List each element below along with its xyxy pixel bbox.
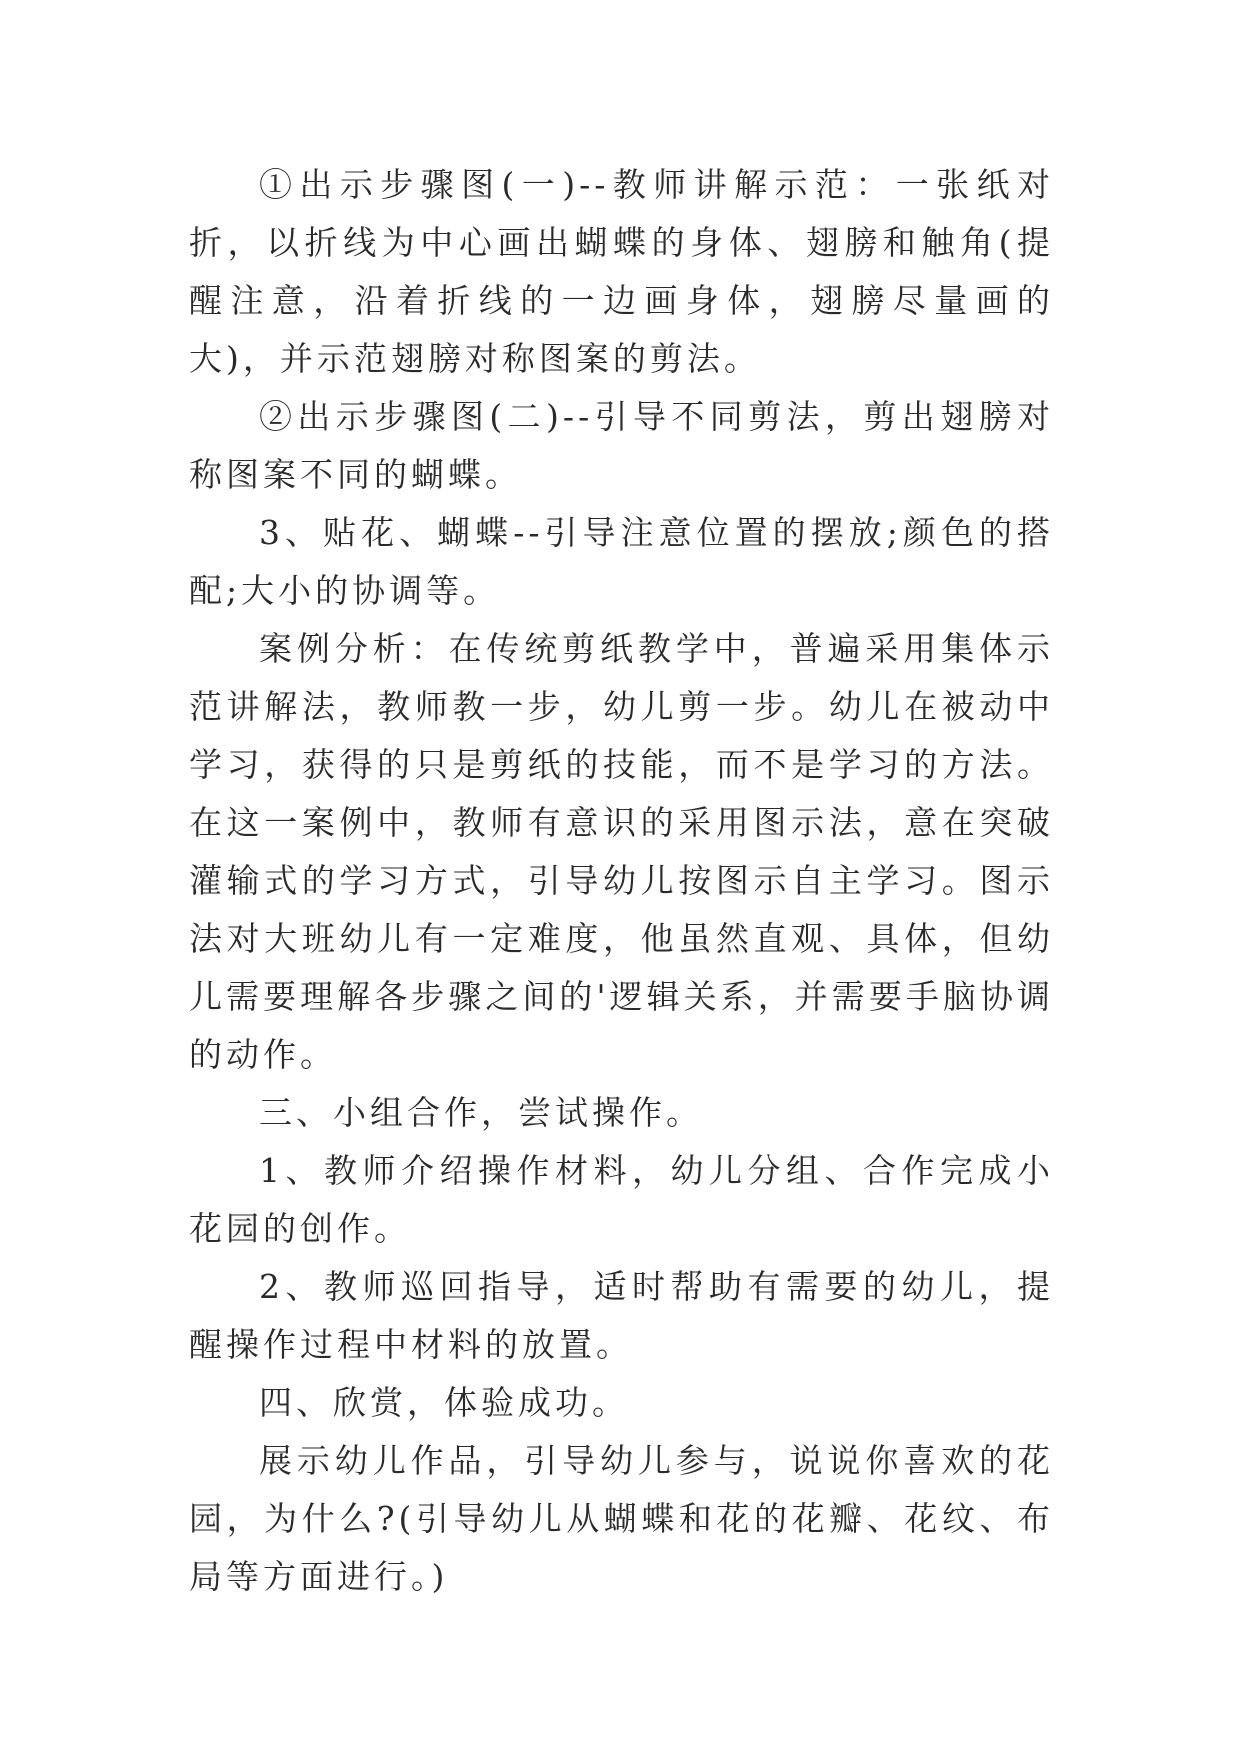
paragraph-paste-flowers: 3、贴花、蝴蝶--引导注意位置的摆放;颜色的搭配;大小的协调等。 [189,513,1054,610]
paragraph-teacher-guidance: 2、教师巡回指导，适时帮助有需要的幼儿，提醒操作过程中材料的放置。 [189,1267,1054,1364]
paragraph-section-four-heading: 四、欣赏，体验成功。 [259,1383,629,1422]
paragraph-section-three-heading: 三、小组合作，尝试操作。 [259,1093,703,1132]
paragraph-introduce-materials: 1、教师介绍操作材料，幼儿分组、合作完成小花园的创作。 [189,1151,1054,1248]
paragraph-step-diagram-2: ②出示步骤图(二)--引导不同剪法，剪出翅膀对称图案不同的蝴蝶。 [189,397,1054,494]
paragraph-display-works: 展示幼儿作品，引导幼儿参与，说说你喜欢的花园，为什么?(引导幼儿从蝴蝶和花的花瓣、花纹、布局等方面进行。) [189,1441,1054,1596]
document-body [189,156,1054,1606]
paragraph-step-diagram-1: ①出示步骤图(一)--教师讲解示范：一张纸对折，以折线为中心画出蝴蝶的身体、翅膀和触角(提醒注意，沿着折线的一边画身体，翅膀尽量画的大)，并示范翅膀对称图案的剪法。 [189,165,1054,378]
paragraph-case-analysis: 案例分析：在传统剪纸教学中，普遍采用集体示范讲解法，教师教一步，幼儿剪一步。幼儿在被动中学习，获得的只是剪纸的技能，而不是学习的方法。在这一案例中，教师有意识的采用图示法，意在突破灌输式的学习方式，引导幼儿按图示自主学习。图示法对大班幼儿有一定难度，他虽然直观、具体，但幼儿需要理解各步骤之间的'逻辑关系，并需要手脑协调的动作。 [189,629,1054,1074]
